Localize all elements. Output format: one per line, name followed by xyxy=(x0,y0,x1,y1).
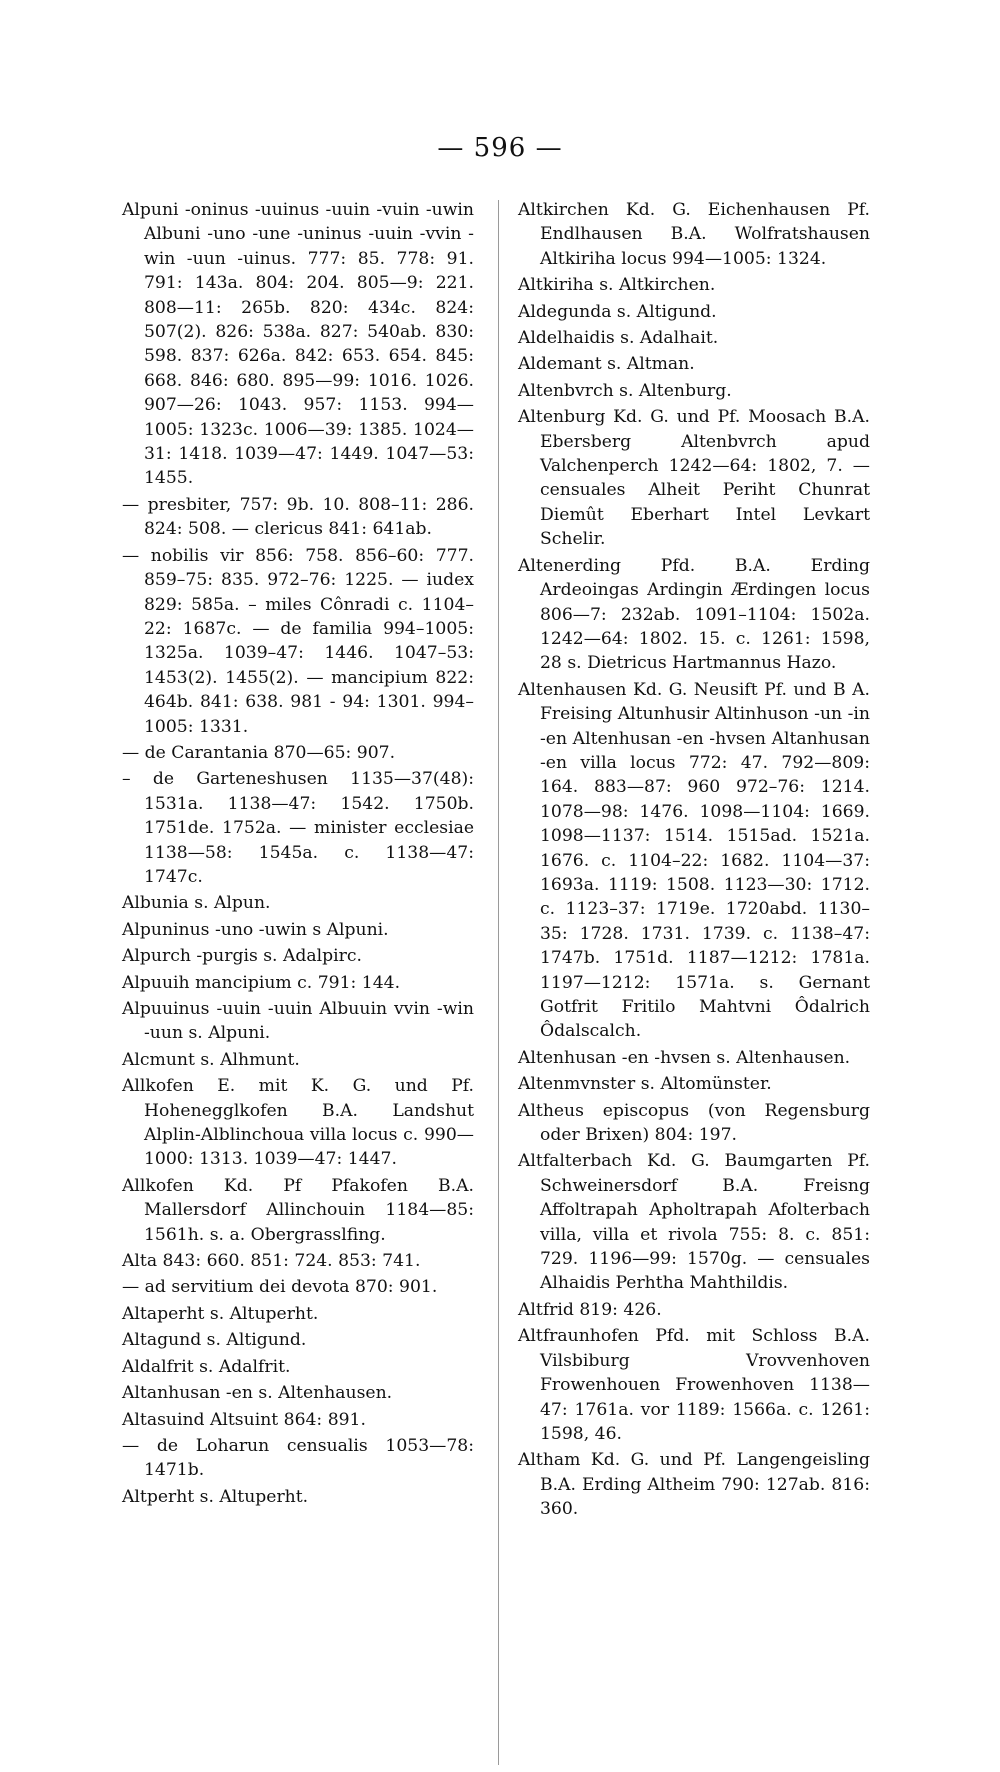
index-entry: Alpuuinus -uuin -uuin Albuuin vvin -win -uun s. Alpuni. xyxy=(122,999,474,1044)
index-entry: — de Carantania 870—65: 907. xyxy=(122,742,396,763)
index-entry: Altaperht s. Altuperht. xyxy=(122,1303,319,1324)
index-entry: — nobilis vir 856: 758. 856–60: 777. 859–75: 835. 972–76: 1225. — iudex 829: 585a. – miles Cônradi c. 1104–22: 1687c. — de familia 994–1005: 1325a. 1039–47: 1446. 1047–53: 1453(2). 1455(2). — mancipium 822: 464b. 841: 638. 981 - 94: 1301. 994–1005: 1331. xyxy=(122,545,474,737)
index-entry: Altenerding Pfd. B.A. Erding Ardeoingas Ardingin Ærdingen locus 806—7: 232ab. 1091–1104: 1502a. 1242—64: 1802. 15. c. 1261: 1598, 28 s. Dietricus Hartmannus Hazo. xyxy=(518,555,870,674)
index-entry: Altenmvnster s. Altomünster. xyxy=(518,1074,772,1095)
index-entry: Aldegunda s. Altigund. xyxy=(518,301,717,322)
index-entry: Altenhusan -en -hvsen s. Altenhausen. xyxy=(518,1047,851,1068)
index-entry: Altasuind Altsuint 864: 891. xyxy=(122,1409,366,1430)
index-entry: Aldemant s. Altman. xyxy=(518,354,695,375)
index-entry: Altkiriha s. Altkirchen. xyxy=(518,275,716,296)
index-entry: Altfalterbach Kd. G. Baumgarten Pf. Schweinersdorf B.A. Freisng Affoltrapah Apholtrapah Afolterbach villa, villa et rivola 755: 8. c. 851: 729. 1196—99: 1570g. — censuales Alhaidis Perhtha Mahthildis. xyxy=(518,1151,870,1294)
index-entry: Alpuni -oninus -uuinus -uuin -vuin -uwin Albuni -uno -une -uninus -uuin -vvin -win -uun -uinus. 777: 85. 778: 91. 791: 143a. 804: 204. 805—9: 221. 808—11: 265b. 820: 434c. 824: 507(2). 826: 538a. 827: 540ab. 830: 598. 837: 626a. 842: 653. 654. 845: 668. 846: 680. 895—99: 1016. 1026. 907—26: 1043. 957: 1153. 994—1005: 1323c. 1006—39: 1385. 1024—31: 1418. 1039—47: 1449. 1047—53: 1455. xyxy=(122,200,474,489)
index-entry: Alpuninus -uno -uwin s Alpuni. xyxy=(122,919,389,940)
left-column xyxy=(122,198,474,1511)
index-entry: Altagund s. Altigund. xyxy=(122,1330,307,1351)
index-entry: Altham Kd. G. und Pf. Langengeisling B.A. Erding Altheim 790: 127ab. 816: 360. xyxy=(518,1450,870,1520)
index-entry: Alcmunt s. Alhmunt. xyxy=(122,1049,300,1070)
index-entry: — de Loharun censualis 1053—78: 1471b. xyxy=(122,1435,474,1481)
index-entry: Altfraunhofen Pfd. mit Schloss B.A. Vilsbiburg Vrovvenhoven Frowenhouen Frowenhoven 1138—47: 1761a. vor 1189: 1566a. c. 1261: 1598, 46. xyxy=(518,1326,870,1444)
index-entry: — ad servitium dei devota 870: 901. xyxy=(122,1277,438,1298)
page-number: — 596 — xyxy=(437,133,563,163)
index-entry: Aldalfrit s. Adalfrit. xyxy=(122,1356,291,1377)
index-entry: Altkirchen Kd. G. Eichenhausen Pf. Endlhausen B.A. Wolfratshausen Altkiriha locus 994—1005: 1324. xyxy=(518,200,870,269)
index-entry: Altenbvrch s. Altenburg. xyxy=(518,380,732,401)
index-entry: – de Garteneshusen 1135—37(48): 1531a. 1138—47: 1542. 1750b. 1751de. 1752a. — minister ecclesiae 1138—58: 1545a. c. 1138—47: 1747c. xyxy=(122,769,474,887)
index-entry: Altperht s. Altuperht. xyxy=(122,1486,309,1507)
index-entry: Aldelhaidis s. Adalhait. xyxy=(518,328,719,349)
index-entry: Alta 843: 660. 851: 724. 853: 741. xyxy=(122,1251,421,1272)
index-entry: Altheus episcopus (von Regensburg oder Brixen) 804: 197. xyxy=(518,1100,870,1146)
index-entry: Albunia s. Alpun. xyxy=(122,893,271,914)
index-entry: Allkofen Kd. Pf Pfakofen B.A. Mallersdorf Allinchouin 1184—85: 1561h. s. a. Obergrasslfing. xyxy=(122,1175,474,1245)
index-entry: Alpuuih mancipium c. 791: 144. xyxy=(122,972,401,993)
index-entry: Allkofen E. mit K. G. und Pf. Hohenegglkofen B.A. Landshut Alplin-Alblinchoua villa locus c. 990—1000: 1313. 1039—47: 1447. xyxy=(122,1076,474,1170)
index-entry: Altenhausen Kd. G. Neusift Pf. und B A. Freising Altunhusir Altinhuson -un -in -en Altenhusan -en -hvsen Altanhusan -en villa locus 772: 47. 792—809: 164. 883—87: 960 972–76: 1214. 1078—98: 1476. 1098—1104: 1669. 1098—1137: 1514. 1515ad. 1521a. 1676. c. 1104–22: 1682. 1104—37: 1693a. 1119: 1508. 1123—30: 1712. c. 1123–37: 1719e. 1720abd. 1130–35: 1728. 1731. 1739. c. 1138–47: 1747b. 1751d. 1187—1212: 1781a. 1197—1212: 1571a. s. Gernant Gotfrit Fritilo Mahtvni Ôdalrich Ôdalscalch. xyxy=(518,679,870,1042)
index-entry: Altanhusan -en s. Altenhausen. xyxy=(122,1383,393,1404)
index-entry: Altenburg Kd. G. und Pf. Moosach B.A. Ebersberg Altenbvrch apud Valchenperch 1242—64: 1802, 7. — censuales Alheit Periht Chunrat Diemût Eberhart Intel Levkart Schelir. xyxy=(518,407,870,550)
column-divider xyxy=(498,200,499,1765)
index-entry: Alpurch -purgis s. Adalpirc. xyxy=(122,946,362,967)
right-column xyxy=(518,198,870,1524)
index-entry: — presbiter, 757: 9b. 10. 808–11: 286. 824: 508. — clericus 841: 641ab. xyxy=(122,494,474,540)
index-entry: Altfrid 819: 426. xyxy=(518,1299,662,1320)
